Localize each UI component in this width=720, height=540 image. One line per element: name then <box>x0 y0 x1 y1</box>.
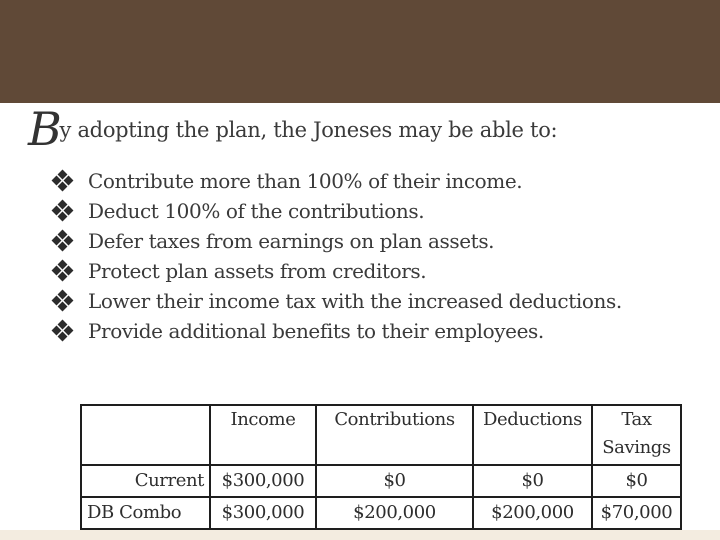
table-cell: $0 <box>473 465 592 497</box>
list-item-text: Lower their income tax with the increased deductions. <box>88 289 622 313</box>
list-item <box>50 166 622 196</box>
table-cell: $200,000 <box>316 497 473 529</box>
table-row <box>81 465 681 497</box>
four-diamond-bullet-icon <box>50 230 76 252</box>
list-item-text: Contribute more than 100% of their income. <box>88 169 523 193</box>
drop-cap: B <box>28 102 62 156</box>
table-header-cell <box>81 405 210 465</box>
list-item <box>50 226 622 256</box>
list-item-text: Defer taxes from earnings on plan assets. <box>88 229 495 253</box>
table-cell: $300,000 <box>210 465 316 497</box>
list-item <box>50 316 622 346</box>
intro-text: y adopting the plan, the Joneses may be able to: <box>59 118 558 142</box>
header-banner <box>0 0 720 103</box>
four-diamond-bullet-icon <box>50 290 76 312</box>
four-diamond-bullet-icon <box>50 170 76 192</box>
table-header-row <box>81 405 681 465</box>
table-header-cell: Income <box>210 405 316 465</box>
table-row-label: Current <box>81 465 210 497</box>
list-item <box>50 256 622 286</box>
table-header-cell: Contributions <box>316 405 473 465</box>
table-header-cell: Deductions <box>473 405 592 465</box>
table-cell: $300,000 <box>210 497 316 529</box>
benefit-list <box>50 166 622 346</box>
table-cell: $200,000 <box>473 497 592 529</box>
table-row-label: DB Combo <box>81 497 210 529</box>
intro-sentence <box>28 102 558 156</box>
list-item-text: Provide additional benefits to their employees. <box>88 319 544 343</box>
list-item <box>50 286 622 316</box>
table-row <box>81 497 681 529</box>
bottom-strip <box>0 530 720 540</box>
table-cell: $0 <box>316 465 473 497</box>
tax-savings-header: Tax Savings <box>602 409 671 458</box>
four-diamond-bullet-icon <box>50 260 76 282</box>
table-cell: $0 <box>592 465 681 497</box>
list-item <box>50 196 622 226</box>
four-diamond-bullet-icon <box>50 320 76 342</box>
table-cell: $70,000 <box>592 497 681 529</box>
four-diamond-bullet-icon <box>50 200 76 222</box>
table-header-cell <box>592 405 681 465</box>
list-item-text: Deduct 100% of the contributions. <box>88 199 425 223</box>
list-item-text: Protect plan assets from creditors. <box>88 259 427 283</box>
comparison-table <box>80 404 682 530</box>
